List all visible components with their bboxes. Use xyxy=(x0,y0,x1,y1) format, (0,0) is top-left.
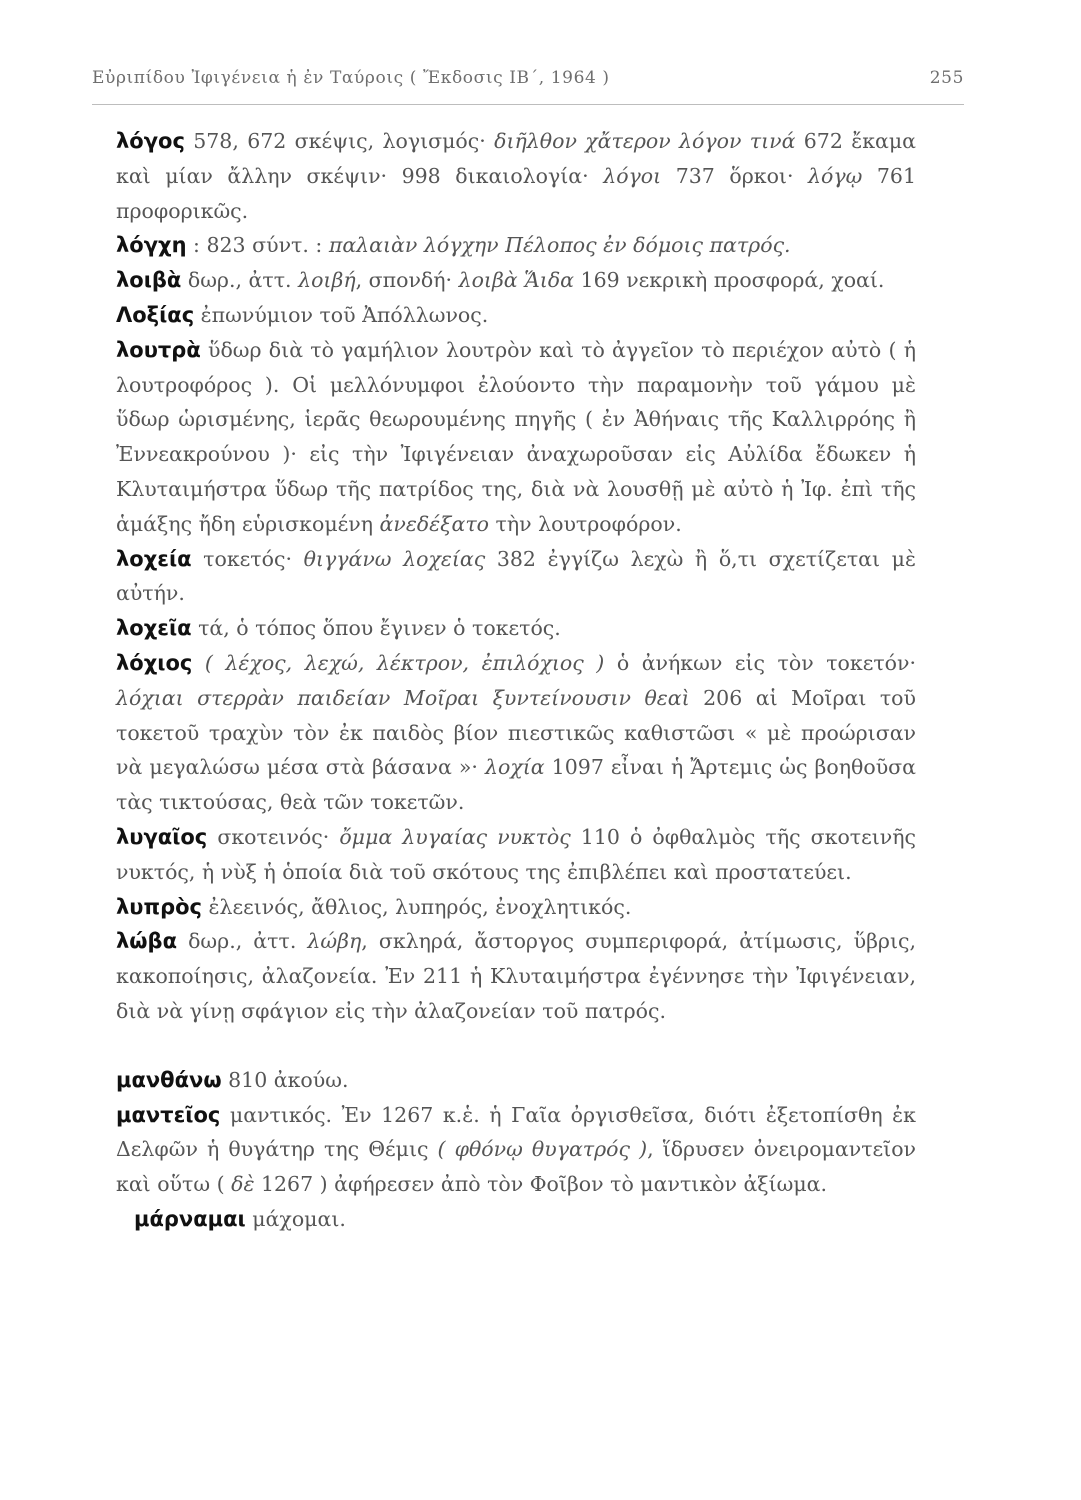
running-header xyxy=(92,68,964,88)
glossary-entry-lygaios: λυγαῖος σκοτεινός· ὄμμα λυγαίας νυκτὸς 110 ὁ ὀφθαλμὸς τῆς σκοτεινῆς νυκτός, ἡ νὺξ ἡ ὁποία διὰ τοῦ σκότους της ἐπιβλέπει καὶ προστατεύει. xyxy=(116,824,917,884)
headword: μανθάνω xyxy=(116,1067,222,1092)
headword: λόγος xyxy=(116,129,185,153)
glossary-entry-lochios: λόχιος ( λέχος, λεχώ, λέκτρον, ἐπιλόχιος ) ὁ ἀνήκων εἰς τὸν τοκετόν· λόχιαι στερρὰν παιδείαν Μοῖραι ξυντείνουσιν θεαὶ 206 αἱ Μοῖραι τοῦ τοκετοῦ τραχὺν τὸν ἐκ παιδὸς βίον πιεστικῶς καθιστῶσι « μὲ προώρισαν νὰ μεγαλώσω μέσα στὰ βάσανα »· λοχία 1097 εἶναι ἡ Ἄρτεμις ὡς βοηθοῦσα τὰς τικτούσας, θεὰ τῶν τοκετῶν. xyxy=(116,650,916,815)
glossary-entry-manthano: μανθάνω 810 ἀκούω. xyxy=(116,1067,349,1092)
glossary-entry-lonche: λόγχη : 823 σύντ. : παλαιὰν λόγχην Πέλοπος ἐν δόμοις πατρός. xyxy=(116,233,791,258)
headword: λοχεῖα xyxy=(116,616,192,641)
glossary-entry-loxias: Λοξίας ἐπωνύμιον τοῦ Ἀπόλλωνος. xyxy=(116,302,489,327)
glossary-entry-locheia-plural: λοχεῖα τά, ὁ τόπος ὅπου ἔγινεν ὁ τοκετός. xyxy=(116,616,561,641)
glossary-entry-locheia: λοχεία τοκετός· θιγγάνω λοχείας 382 ἐγγίζω λεχὼ ἢ ὅ,τι σχετίζεται μὲ αὐτήν. xyxy=(116,546,916,606)
glossary-body xyxy=(116,124,916,1237)
glossary-entry-loba: λώβα δωρ., ἀττ. λώβη, σκληρά, ἄστοργος συμπεριφορά, ἀτίμωσις, ὕβρις, κακοποίησις, ἀλαζονεία. Ἐν 211 ἡ Κλυταιμήστρα ἐγέννησε τὴν Ἰφιγένειαν, διὰ νὰ γίνῃ σφάγιον εἰς τὴν ἀλαζονείαν τοῦ πατρός. xyxy=(116,929,917,1023)
headword: μαντεῖος xyxy=(116,1102,221,1127)
header-rule xyxy=(92,104,964,105)
glossary-entry-marnamai: μάρναμαι μάχομαι. xyxy=(134,1206,346,1231)
headword: λώβα xyxy=(116,929,178,954)
headword: λόχιος xyxy=(116,650,193,675)
glossary-entry-lypros: λυπρὸς ἐλεεινός, ἄθλιος, λυπηρός, ἐνοχλητικός. xyxy=(116,894,632,919)
headword: λυπρὸς xyxy=(116,894,202,919)
headword: λόγχη xyxy=(116,233,187,258)
headword: λυγαῖος xyxy=(116,824,208,849)
glossary-entry-logos: λόγος 578, 672 σκέψις, λογισμός· διῆλθον χἄτερον λόγον τινά 672 ἔκαμα καὶ μίαν ἄλλην σκέψιν· 998 δικαιολογία· λόγοι 737 ὅρκοι· λόγῳ 761 προφορικῶς. xyxy=(116,129,917,223)
headword: λοχεία xyxy=(116,546,192,571)
glossary-entry-loiba: λοιβὰ δωρ., ἀττ. λοιβή, σπονδή· λοιβὰ Ἅιδα 169 νεκρικὴ προσφορά, χοαί. xyxy=(116,268,885,293)
glossary-entry-loutra: λουτρὰ ὕδωρ διὰ τὸ γαμήλιον λουτρὸν καὶ τὸ ἀγγεῖον τὸ περιέχον αὐτὸ ( ἡ λουτροφόρος ). Οἱ μελλόνυμφοι ἐλούοντο τὴν παραμονὴν τοῦ γάμου μὲ ὕδωρ ὡρισμένης, ἱερᾶς θεωρουμένης πηγῆς ( ἐν Ἀθήναις τῆς Καλλιρρόης ἢ Ἐννεακρούνου )· εἰς τὴν Ἰφιγένειαν ἀναχωροῦσαν εἰς Αὐλίδα ἔδωκεν ἡ Κλυταιμήστρα ὕδωρ τῆς πατρίδος της, διὰ νὰ λουσθῇ μὲ αὐτὸ ἡ Ἰφ. ἐπὶ τῆς ἁμάξης ἤδη εὑρισκομένη ἀνεδέξατο τὴν λουτροφόρον. xyxy=(116,337,916,536)
headword: Λοξίας xyxy=(116,302,195,327)
glossary-entry-manteios: μαντεῖος μαντικός. Ἐν 1267 κ.ἑ. ἡ Γαῖα ὀργισθεῖσα, διότι ἐξετοπίσθη ἐκ Δελφῶν ἡ θυγάτηρ της Θέμις ( φθόνῳ θυγατρός ), ἵδρυσεν ὀνειρομαντεῖον καὶ οὕτω ( δὲ 1267 ) ἀφήρεσεν ἀπὸ τὸν Φοῖβον τὸ μαντικὸν ἀξίωμα. xyxy=(116,1102,916,1197)
headword: μάρναμαι xyxy=(134,1206,246,1231)
headword: λουτρὰ xyxy=(116,337,201,362)
running-title: Εὐριπίδου Ἰφιγένεια ἡ ἐν Ταύροις ( Ἔκδοσις ΙΒ΄, 1964 ) xyxy=(92,68,610,88)
page-number: 255 xyxy=(929,68,964,88)
headword: λοιβὰ xyxy=(116,268,182,293)
